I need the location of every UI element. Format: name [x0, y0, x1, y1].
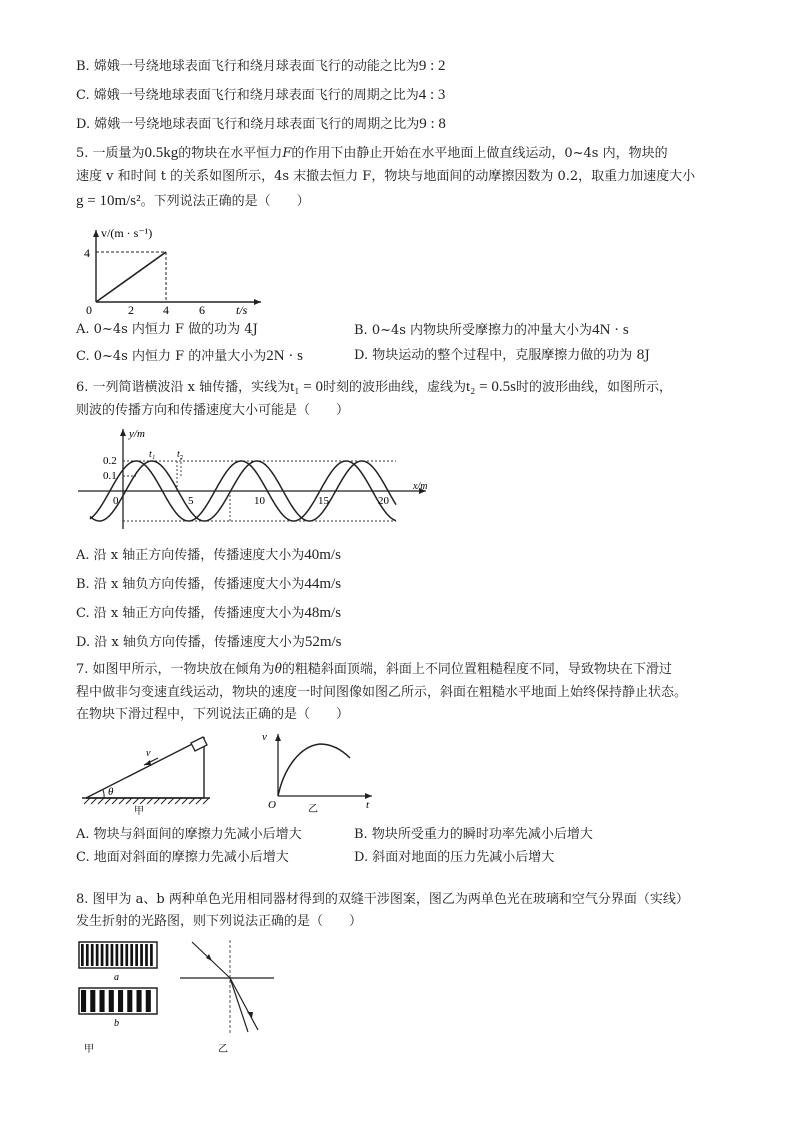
- velocity-arrowhead: [144, 760, 151, 765]
- fringe: [120, 944, 123, 966]
- fringe: [116, 944, 119, 966]
- fringe: [106, 944, 109, 966]
- fringe: [140, 944, 143, 966]
- prev-option-d: [76, 115, 446, 134]
- q6-t2: t₂ = 0.5s: [466, 379, 516, 395]
- origin-label: 0: [113, 495, 119, 507]
- x-axis-label: t/s: [236, 303, 248, 314]
- option-math: 40m/s: [304, 547, 341, 563]
- q5-text: 5. 一质量为: [76, 146, 145, 161]
- hatch-stroke: [105, 798, 111, 804]
- option-math: 44m/s: [304, 576, 342, 592]
- t-axis-label: t: [366, 799, 370, 811]
- option-text: C. 嫦娥一号绕地球表面飞行和绕月球表面飞行的周期之比为: [76, 88, 419, 103]
- y-tick-02: 0.2: [103, 455, 117, 467]
- q5-stem-line1: [76, 144, 668, 163]
- option-text: D. 嫦娥一号绕地球表面飞行和绕月球表面飞行的周期之比为: [76, 117, 420, 132]
- ground-hatch: [84, 798, 209, 804]
- y-tick-4: 4: [84, 246, 90, 260]
- refracted-ray-2: [230, 978, 248, 1032]
- option-math: 4N · s: [592, 322, 629, 338]
- q7-text: 7. 如图甲所示，一物块放在倾角为: [76, 662, 275, 677]
- q6-t1: t₁ = 0: [290, 379, 323, 395]
- q5-option-a: A. 0~4s 内恒力 F 做的功为 4J: [76, 322, 258, 337]
- y-axis-label: v/(m · s⁻¹): [101, 226, 153, 240]
- hatch-stroke: [147, 798, 153, 804]
- angle-arc: [103, 790, 104, 798]
- v-axis-label: v: [262, 731, 267, 743]
- fringe: [91, 944, 94, 966]
- velocity-label: v: [146, 748, 151, 759]
- q5-option-d: D. 物块运动的整个过程中，克服摩擦力做的功为 8J: [354, 348, 650, 363]
- fringe: [130, 944, 133, 966]
- hatch-stroke: [182, 798, 188, 804]
- q7-vt-graph: [260, 728, 380, 820]
- q6-text: 时刻的波形曲线，虚线为: [323, 380, 467, 395]
- pattern-a-label: a: [114, 972, 119, 983]
- q7-text: 的粗糙斜面顶端，斜面上不同位置粗糙程度不同，导致物块在下滑过: [281, 662, 672, 677]
- fringe: [135, 944, 138, 966]
- fringe: [81, 944, 84, 966]
- q7-theta: θ: [274, 661, 282, 677]
- hatch-stroke: [91, 798, 97, 804]
- hatch-stroke: [98, 798, 104, 804]
- hatch-stroke: [203, 798, 209, 804]
- x-tick-4: 4: [163, 303, 169, 314]
- option-text: B. 0~4s 内物块所受摩擦力的冲量大小为: [354, 323, 593, 338]
- fringe: [96, 944, 99, 966]
- fringe: [81, 990, 86, 1012]
- y-axis-arrow: [275, 734, 281, 741]
- x-tick-2: 2: [128, 303, 134, 314]
- fringe: [86, 944, 89, 966]
- fringe: [101, 944, 104, 966]
- x-tick-10: 10: [254, 495, 265, 507]
- figure-yi-label: 乙: [308, 804, 318, 815]
- x-tick-20: 20: [378, 495, 389, 507]
- prev-option-b: [76, 57, 446, 76]
- hatch-stroke: [84, 798, 90, 804]
- q5-text: 的作用下由静止开始在水平地面上做直线运动，0~4s 内，物块的: [291, 146, 668, 161]
- x-tick-15: 15: [318, 495, 329, 507]
- t1-label: t₁: [149, 449, 156, 460]
- y-axis-arrow: [120, 429, 126, 436]
- hatch-stroke: [175, 798, 181, 804]
- option-text: C. 沿 x 轴正方向传播，传播速度大小为: [76, 606, 305, 621]
- q6-option-d: [76, 633, 342, 652]
- q5-vt-graph: [76, 222, 276, 314]
- hatch-stroke: [189, 798, 195, 804]
- q6-text: 6. 一列简谐横波沿 x 轴传播，实线为: [76, 380, 291, 395]
- pattern-b-label: b: [114, 1018, 119, 1029]
- q7-incline-figure: [76, 730, 216, 820]
- option-math: 9 : 8: [419, 116, 446, 132]
- origin-label: 0: [86, 303, 92, 314]
- incident-arrow: [206, 954, 212, 961]
- option-text: A. 沿 x 轴正方向传播，传播速度大小为: [76, 548, 305, 563]
- figure-jia-label: 甲: [84, 1044, 94, 1055]
- option-text: B. 嫦娥一号绕地球表面飞行和绕月球表面飞行的动能之比为: [76, 59, 419, 74]
- q7-stem-line2: 程中做非匀变速直线运动，物块的速度一时间图像如图乙所示，斜面在粗糙水平地面上始终保持静止状态。: [76, 685, 688, 700]
- q5-mass: 0.5kg: [144, 145, 179, 161]
- figure-jia-label: 甲: [134, 806, 144, 817]
- hatch-stroke: [168, 798, 174, 804]
- q5-stem-line2: 速度 v 和时间 t 的关系如图所示，4s 末撤去恒力 F，物块与地面间的动摩擦因数为 0.2，取重力加速度大小: [76, 169, 696, 184]
- fringe: [137, 990, 142, 1012]
- hatch-stroke: [161, 798, 167, 804]
- q5-text: 。下列说法正确的是（ ）: [140, 194, 310, 209]
- q8-refraction-figure: [178, 938, 278, 1062]
- theta-label: θ: [108, 786, 114, 798]
- x-axis-label: x/m: [413, 481, 428, 492]
- incline-triangle: [86, 738, 204, 798]
- q5-gravity: g = 10m/s²: [76, 193, 141, 209]
- q5-force: F: [282, 146, 292, 161]
- option-math: 9 : 2: [418, 58, 446, 74]
- q5-option-c: [76, 347, 303, 366]
- option-math: 4 : 3: [418, 87, 446, 103]
- y-tick-01: 0.1: [103, 470, 117, 482]
- q6-stem-line2: 则波的传播方向和传播速度大小可能是（ ）: [76, 403, 350, 418]
- q8-stem-line1: 8. 图甲为 a、b 两种单色光用相同器材得到的双缝干涉图案，图乙为两单色光在玻璃和空气分界面（实线）: [76, 892, 689, 907]
- q6-stem-line1: [76, 378, 672, 397]
- q7-option-a: A. 物块与斜面间的摩擦力先减小后增大: [76, 827, 302, 842]
- option-math: 48m/s: [304, 605, 342, 621]
- fringe: [127, 990, 132, 1012]
- q6-option-a: [76, 546, 341, 565]
- q5-text: 的物块在水平恒力: [178, 146, 283, 161]
- velocity-line: [96, 252, 166, 302]
- q5-option-b: [354, 321, 629, 340]
- x-tick-5: 5: [188, 495, 194, 507]
- fringe: [146, 990, 151, 1012]
- fringe: [145, 944, 148, 966]
- option-math: 52m/s: [304, 634, 342, 650]
- option-text: C. 0~4s 内恒力 F 的冲量大小为: [76, 349, 267, 364]
- q6-option-b: [76, 575, 341, 594]
- q8-interference-patterns: [76, 936, 166, 1060]
- t2-label: t₂: [177, 449, 184, 460]
- hatch-stroke: [126, 798, 132, 804]
- q7-option-b: B. 物块所受重力的瞬时功率先减小后增大: [354, 827, 593, 842]
- fringe: [150, 944, 153, 966]
- q5-stem-line3: [76, 192, 310, 211]
- hatch-stroke: [112, 798, 118, 804]
- option-text: D. 沿 x 轴负方向传播，传播速度大小为: [76, 635, 305, 650]
- y-axis-arrow: [93, 230, 99, 237]
- q8-stem-line2: 发生折射的光路图，则下列说法正确的是（ ）: [76, 914, 363, 929]
- x-axis-arrow: [254, 299, 261, 305]
- q7-stem-line1: [76, 660, 672, 679]
- fringe: [100, 990, 105, 1012]
- q7-stem-line3: 在物块下滑过程中，下列说法正确的是（ ）: [76, 707, 350, 722]
- figure-yi-label: 乙: [218, 1044, 228, 1055]
- hatch-stroke: [133, 798, 139, 804]
- refracted-ray-1: [230, 978, 258, 1030]
- prev-option-c: [76, 86, 445, 105]
- hatch-stroke: [119, 798, 125, 804]
- q6-option-c: [76, 604, 341, 623]
- fringe: [125, 944, 128, 966]
- q6-wave-graph: [76, 425, 436, 535]
- fringe: [118, 990, 123, 1012]
- refracted-arrow: [247, 1012, 253, 1018]
- hatch-stroke: [154, 798, 160, 804]
- fringe: [90, 990, 95, 1012]
- fringe: [109, 990, 114, 1012]
- fringe: [111, 944, 114, 966]
- x-tick-6: 6: [199, 303, 205, 314]
- option-text: B. 沿 x 轴负方向传播，传播速度大小为: [76, 577, 305, 592]
- hatch-stroke: [140, 798, 146, 804]
- q6-text: 时的波形曲线，如图所示，: [515, 380, 672, 395]
- q7-option-c: C. 地面对斜面的摩擦力先减小后增大: [76, 850, 289, 865]
- option-math: 2N · s: [266, 348, 303, 364]
- pattern-a-fringes: [81, 944, 153, 966]
- origin-label: O: [268, 799, 276, 811]
- y-axis-label: y/m: [129, 428, 145, 440]
- hatch-stroke: [196, 798, 202, 804]
- q7-option-d: D. 斜面对地面的压力先减小后增大: [354, 850, 555, 865]
- velocity-curve: [278, 744, 350, 796]
